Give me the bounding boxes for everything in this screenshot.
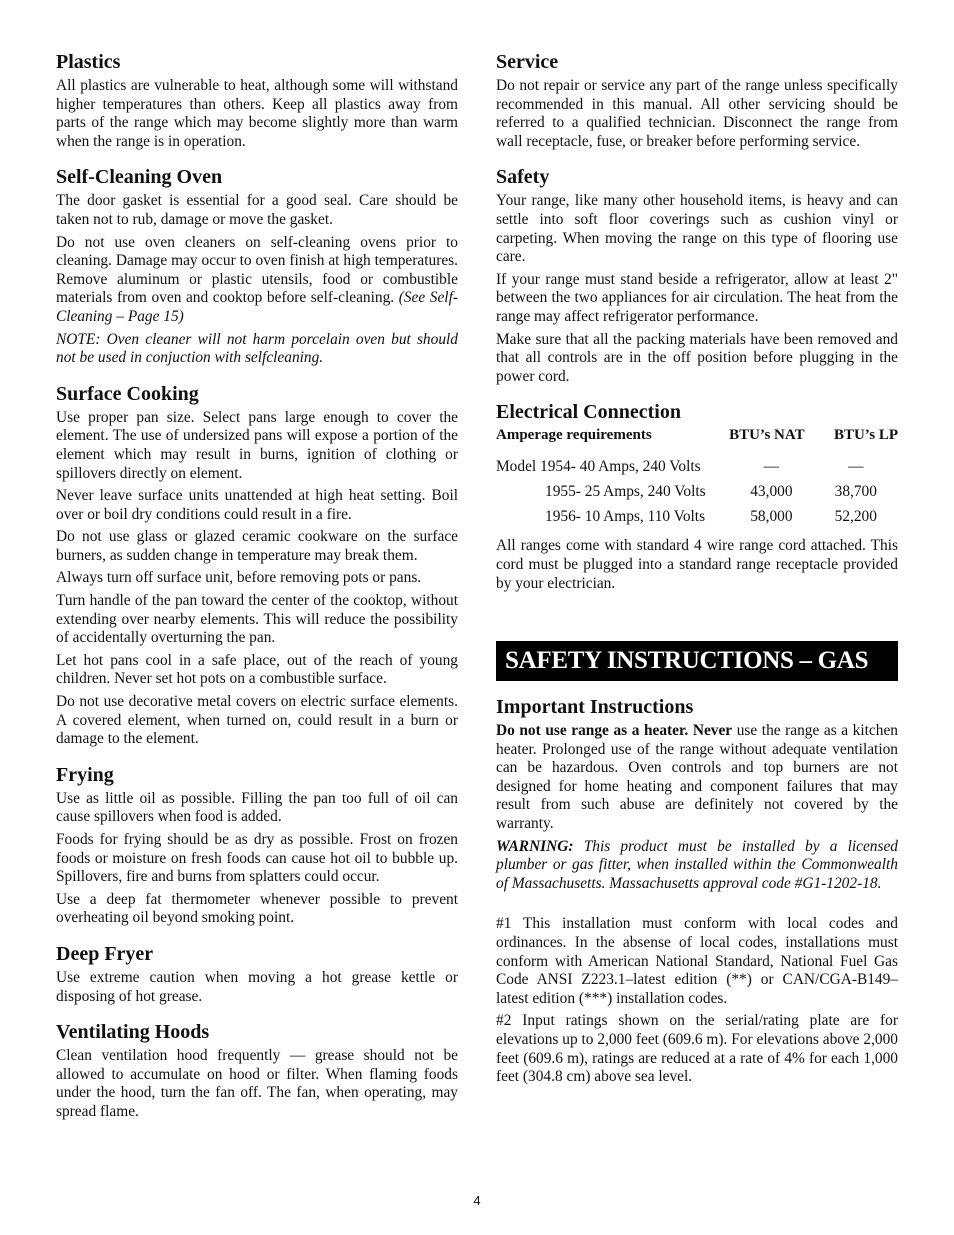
frying-text-2: Foods for frying should be as dry as possible. Frost on frozen foods or moisture on fresh foods can cause hot oil to bubble up. Spillovers, fire and burns from splatters could occur. — [56, 831, 458, 886]
frying-heading: Frying — [56, 763, 114, 786]
electrical-text: All ranges come with standard 4 wire range cord attached. This cord must be plugged into a standard range receptacle provided by your electrician. — [496, 537, 898, 592]
model-cell: 1956- 10 Amps, 110 Volts — [545, 508, 706, 526]
model-cell: 1955- 25 Amps, 240 Volts — [545, 483, 706, 501]
surface-cooking-text-4: Always turn off surface unit, before removing pots or pans. — [56, 569, 422, 587]
surface-cooking-text-6: Let hot pans cool in a safe place, out of the reach of young children. Never set hot pots on a combustible surface. — [56, 651, 458, 688]
gas-safety-banner: SAFETY INSTRUCTIONS – GAS — [496, 641, 898, 681]
btu-lp-cell: 52,200 — [834, 508, 877, 526]
service-heading: Service — [496, 51, 559, 73]
frying-text-3: Use a deep fat thermometer whenever possible to prevent overheating oil beyond smoking point. — [56, 890, 458, 927]
self-cleaning-text-1: The door gasket is essential for a good seal. Care should be taken not to rub, damage or move the gasket. — [56, 192, 458, 228]
ventilating-text: Clean ventilation hood frequently — grease should not be allowed to accumulate on hood or filter. When flaming foods under the hood, turn the fan off. The fan, when operating, may spread flame. — [56, 1047, 458, 1120]
self-cleaning-text-2 — [56, 234, 458, 327]
btu-nat-cell: 58,000 — [750, 508, 793, 526]
deep-fryer-text: Use extreme caution when moving a hot grease kettle or disposing of hot grease. — [56, 968, 458, 1005]
safety-text-1: Your range, like many other household items, is heavy and can settle into soft floor coverings such as cushion vinyl or carpeting. When moving the range on this type of flooring use care. — [496, 192, 898, 266]
surface-cooking-text-3: Do not use glass or glazed ceramic cookware on the surface burners, as sudden change in temperature may break them. — [56, 528, 458, 564]
btu-lp-cell: — — [848, 458, 864, 476]
heater-warning-text: use the range as a kitchen heater. Prolonged use of the range without adequate ventilation can be hazardous. Oven controls and top burners are not designed for home heating and component failures that may result from such abuse are definitely not covered by the warranty. — [496, 722, 898, 833]
self-cleaning-heading: Self-Cleaning Oven — [56, 166, 223, 189]
plastics-text: All plastics are vulnerable to heat, although some will withstand higher temperatures than others. Keep all plastics away from parts of the range which may become slightly more than warm when the range is in operation. — [56, 77, 458, 150]
plastics-section — [56, 50, 458, 151]
btu-lp-cell: 38,700 — [834, 483, 877, 501]
important-section — [496, 695, 898, 1087]
heater-warning-bold: Do not use range as a heater. Never — [496, 722, 733, 740]
ventilating-section — [56, 1020, 458, 1121]
table-row — [496, 506, 898, 531]
plastics-heading: Plastics — [56, 51, 121, 73]
surface-cooking-text-2: Never leave surface units unattended at high heat setting. Boil over or boil dry conditions could result in a fire. — [56, 487, 458, 523]
btu-lp-column-header: BTU’s LP — [833, 427, 898, 444]
safety-text-2: If your range must stand beside a refrigerator, allow at least 2" between the two appliances for air circulation. The heat from the range may affect refrigerator performance. — [496, 270, 898, 325]
surface-cooking-text-1: Use proper pan size. Select pans large enough to cover the element. The use of undersized pans will expose a portion of the element which may result in burns, ignition of clothing or spillovers directly on element. — [56, 408, 458, 482]
service-section — [496, 50, 898, 151]
self-cleaning-note: NOTE: Oven cleaner will not harm porcelain oven but should not be used in conjuction with selfcleaning. — [56, 330, 458, 367]
self-cleaning-page-ref: (See Self-Cleaning – Page 15) — [56, 289, 458, 325]
btu-nat-cell: — — [763, 458, 780, 476]
right-column — [496, 50, 898, 1101]
massachusetts-warning — [496, 838, 898, 894]
amperage-table — [496, 427, 898, 531]
safety-section — [496, 165, 898, 386]
btu-nat-column-header: BTU’s NAT — [729, 427, 805, 444]
electrical-section — [496, 400, 898, 593]
surface-cooking-text-7: Do not use decorative metal covers on electric surface elements. A covered element, when turned on, could result in a burn or damage to the element. — [56, 693, 458, 748]
surface-cooking-section — [56, 382, 458, 749]
warning-label: WARNING: — [496, 837, 574, 855]
input-ratings-text: #2 Input ratings shown on the serial/rating plate are for elevations up to 2,000 feet (609.6 m). For elevations above 2,000 feet (609.6 m), ratings are reduced at a rate of 4% for each 1,000 feet (304.8 cm) above sea level. — [496, 1012, 898, 1086]
installation-codes-text: #1 This installation must conform with local codes and ordinances. In the absense of local codes, installations must conform with American National Standard, National Fuel Gas Code ANSI Z223.1–latest edition (**) or CAN/CGA-B149–latest edition (***) installation codes. — [496, 915, 898, 1007]
left-column — [56, 50, 458, 1136]
electrical-heading: Electrical Connection — [496, 401, 681, 424]
table-row — [496, 481, 898, 506]
deep-fryer-section — [56, 942, 458, 1006]
important-heading: Important Instructions — [496, 696, 694, 719]
service-text: Do not repair or service any part of the range unless specifically recommended in this manual. All other servicing should be referred to a qualified technician. Disconnect the range from wall receptacle, fuse, or breaker before performing service. — [496, 77, 898, 150]
deep-fryer-heading: Deep Fryer — [56, 942, 154, 965]
amperage-table-header — [496, 427, 898, 456]
model-cell: Model 1954- 40 Amps, 240 Volts — [496, 458, 701, 476]
btu-nat-cell: 43,000 — [750, 483, 793, 501]
safety-heading: Safety — [496, 166, 550, 189]
self-cleaning-section — [56, 165, 458, 367]
warning-text: This product must be installed by a licensed plumber or gas fitter, when installed within the Commonwealth of Massachusetts. Massachusetts approval code #G1-1202-18. — [496, 837, 898, 892]
amperage-column-header: Amperage requirements — [496, 427, 652, 444]
safety-text-3: Make sure that all the packing materials have been removed and that all controls are in the off position before plugging in the power cord. — [496, 330, 898, 385]
page-number: 4 — [473, 1193, 481, 1208]
important-text-1 — [496, 722, 898, 834]
frying-section — [56, 763, 458, 928]
frying-text-1: Use as little oil as possible. Filling the pan too full of oil can cause spillovers when food is added. — [56, 789, 458, 826]
table-row — [496, 456, 898, 481]
surface-cooking-heading: Surface Cooking — [56, 382, 199, 405]
ventilating-heading: Ventilating Hoods — [56, 1021, 210, 1044]
self-cleaning-text-2-body: Do not use oven cleaners on self-cleaning ovens prior to cleaning. Damage may occur to oven finish at high temperatures. Remove aluminum or plastic utensils, food or combustible materials from oven and cooktop before self-cleaning. — [56, 233, 458, 307]
surface-cooking-text-5: Turn handle of the pan toward the center of the cooktop, without extending over nearby elements. This will reduce the possibility of accidentally overturning the pan. — [56, 592, 458, 647]
